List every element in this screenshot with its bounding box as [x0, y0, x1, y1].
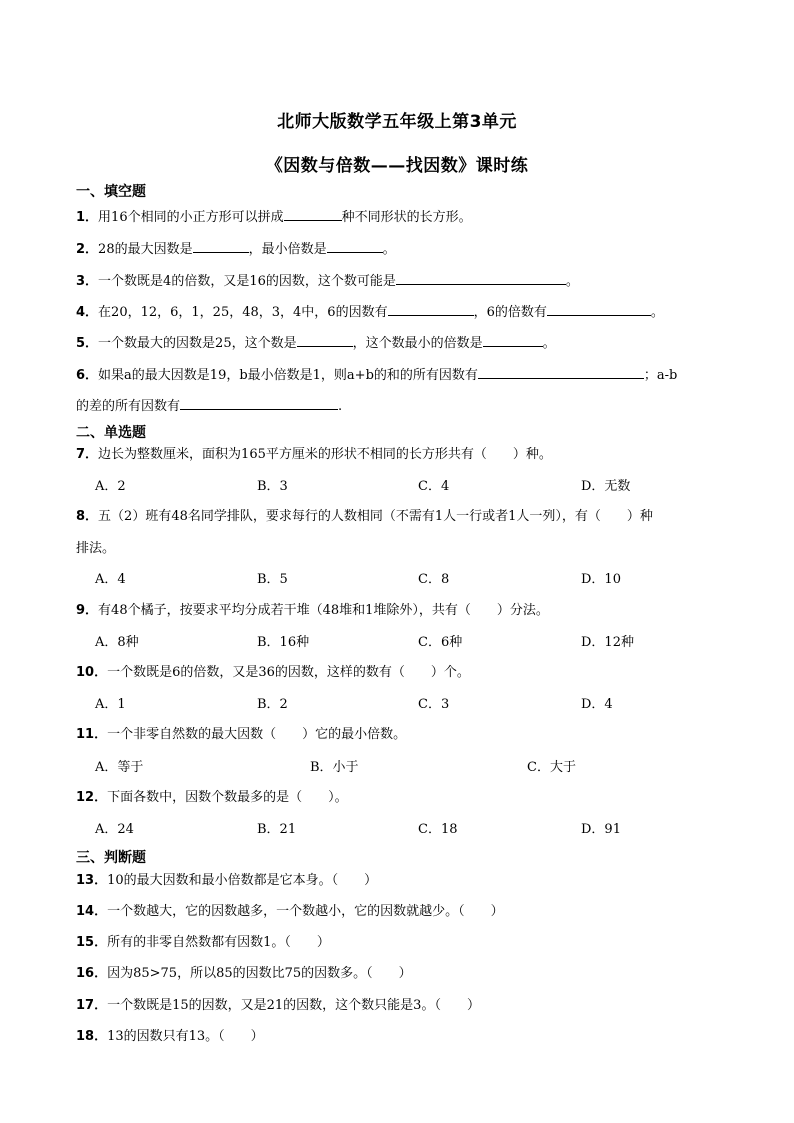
question-text: 28的最大因数是	[98, 242, 193, 257]
question-number: 2．	[76, 242, 99, 257]
option-b[interactable]: B．2	[257, 697, 288, 712]
question-number: 11．	[76, 727, 108, 742]
question-text: ；a-b	[643, 368, 678, 383]
option-d[interactable]: D．12种	[581, 635, 634, 650]
question-7	[76, 447, 552, 463]
question-number: 9．	[76, 603, 99, 618]
question-number: 14．	[76, 904, 108, 919]
option-b[interactable]: B．小于	[310, 760, 359, 775]
question-text: 。	[542, 336, 556, 351]
answer-blank[interactable]	[284, 207, 342, 221]
question-text: 种不同形状的长方形。	[341, 210, 472, 225]
question-text: 一个数既是6的倍数，又是36的因数，这样的数有（ ）个。	[107, 665, 470, 680]
question-number: 5．	[76, 336, 99, 351]
question-6	[76, 365, 677, 384]
question-text: 如果a的最大因数是19，b最小倍数是1，则a+b的和的所有因数有	[98, 368, 478, 383]
question-2	[76, 239, 396, 258]
question-number: 8．	[76, 509, 99, 524]
question-9	[76, 603, 549, 619]
question-8	[76, 509, 653, 525]
option-d[interactable]: D．10	[581, 572, 621, 587]
question-number: 3．	[76, 274, 99, 289]
question-text: 。	[382, 242, 396, 257]
option-c[interactable]: C．4	[418, 479, 450, 494]
option-c[interactable]: C．8	[418, 572, 450, 587]
question-number: 15．	[76, 935, 108, 950]
question-text: 下面各数中，因数个数最多的是（ ）。	[107, 790, 348, 805]
question-number: 10．	[76, 665, 108, 680]
question-number: 4．	[76, 305, 99, 320]
option-a[interactable]: A．24	[95, 822, 134, 837]
answer-blank[interactable]	[396, 271, 566, 285]
question-8-continued: 排法。	[76, 541, 116, 556]
question-number: 7．	[76, 447, 99, 462]
question-text: 在20，12，6，1，25，48，3，4中，6的因数有	[98, 305, 388, 320]
question-5	[76, 333, 556, 352]
question-17	[76, 998, 480, 1014]
question-13	[76, 873, 377, 889]
question-number: 17．	[76, 998, 108, 1013]
answer-blank[interactable]	[327, 239, 383, 253]
section-heading-single-choice: 二、单选题	[76, 425, 146, 441]
question-text: 的差的所有因数有	[76, 399, 181, 414]
question-4	[76, 302, 664, 321]
question-1	[76, 207, 472, 226]
question-text: 用16个相同的小正方形可以拼成	[98, 210, 284, 225]
option-c[interactable]: C．大于	[527, 760, 576, 775]
section-heading-true-false: 三、判断题	[76, 850, 146, 866]
answer-blank[interactable]	[193, 239, 249, 253]
title-line-2: 《因数与倍数——找因数》课时练	[265, 156, 529, 176]
answer-blank[interactable]	[478, 365, 644, 379]
option-b[interactable]: B．3	[257, 479, 288, 494]
question-text: 。	[565, 274, 579, 289]
question-text: ，6的倍数有	[473, 305, 547, 320]
question-6-continued	[76, 396, 342, 415]
question-text: .	[338, 399, 343, 414]
question-text: 有48个橘子，按要求平均分成若干堆（48堆和1堆除外），共有（ ）分法。	[98, 603, 549, 618]
question-text: 五（2）班有48名同学排队，要求每行的人数相同（不需有1人一行或者1人一列），有（ ）种	[98, 509, 653, 524]
question-text: 一个数越大，它的因数越多，一个数越小，它的因数就越少。（ ）	[107, 904, 504, 919]
question-3	[76, 271, 579, 290]
option-d[interactable]: D．91	[581, 822, 621, 837]
option-a[interactable]: A．8种	[95, 635, 139, 650]
question-text: 一个数既是15的因数，又是21的因数，这个数只能是3。（ ）	[107, 998, 480, 1013]
question-11	[76, 727, 406, 743]
option-d[interactable]: D．4	[581, 697, 613, 712]
question-text: 一个非零自然数的最大因数（ ）它的最小倍数。	[107, 727, 407, 742]
question-text: ，这个数最小的倍数是	[352, 336, 483, 351]
question-number: 16．	[76, 966, 108, 981]
question-text: 一个数既是4的倍数，又是16的因数，这个数可能是	[98, 274, 396, 289]
answer-blank[interactable]	[297, 333, 353, 347]
option-d[interactable]: D．无数	[581, 479, 631, 494]
answer-blank[interactable]	[180, 396, 338, 410]
question-text: 10的最大因数和最小倍数都是它本身。（ ）	[107, 873, 378, 888]
question-number: 13．	[76, 873, 108, 888]
title-line-1: 北师大版数学五年级上第3单元	[277, 112, 517, 132]
question-text: 13的因数只有13。（ ）	[107, 1029, 264, 1044]
option-b[interactable]: B．16种	[257, 635, 310, 650]
answer-blank[interactable]	[483, 333, 543, 347]
question-number: 1．	[76, 210, 99, 225]
answer-blank[interactable]	[547, 302, 651, 316]
option-c[interactable]: C．18	[418, 822, 458, 837]
option-a[interactable]: A．4	[95, 572, 126, 587]
option-c[interactable]: C．3	[418, 697, 450, 712]
question-16	[76, 966, 412, 982]
option-b[interactable]: B．5	[257, 572, 288, 587]
question-number: 12．	[76, 790, 108, 805]
answer-blank[interactable]	[388, 302, 474, 316]
question-text: 一个数最大的因数是25，这个数是	[98, 336, 297, 351]
option-a[interactable]: A．1	[95, 697, 126, 712]
question-18	[76, 1029, 264, 1045]
question-text: 。	[650, 305, 664, 320]
question-12	[76, 790, 348, 806]
option-a[interactable]: A．等于	[95, 760, 144, 775]
option-a[interactable]: A．2	[95, 479, 126, 494]
question-10	[76, 665, 470, 681]
question-text: 因为85>75，所以85的因数比75的因数多。（ ）	[107, 966, 412, 981]
question-number: 18．	[76, 1029, 108, 1044]
section-heading-fill-in: 一、填空题	[76, 184, 146, 200]
question-text: 边长为整数厘米，面积为165平方厘米的形状不相同的长方形共有（ ）种。	[98, 447, 552, 462]
question-number: 6．	[76, 368, 99, 383]
question-15	[76, 935, 330, 951]
option-c[interactable]: C．6种	[418, 635, 463, 650]
question-14	[76, 904, 504, 920]
option-b[interactable]: B．21	[257, 822, 297, 837]
question-text: 所有的非零自然数都有因数1。（ ）	[107, 935, 330, 950]
question-text: ，最小倍数是	[248, 242, 327, 257]
